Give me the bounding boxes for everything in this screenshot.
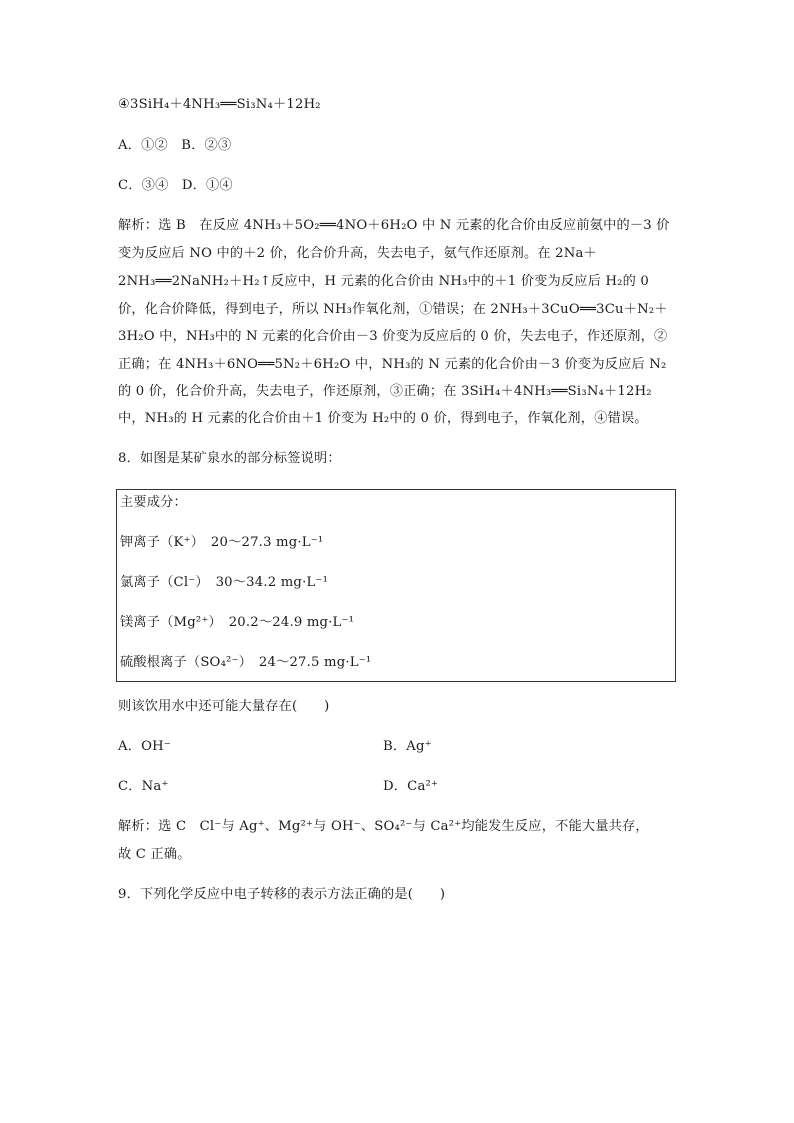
option-d: D．Ca²⁺ xyxy=(383,779,439,794)
analysis-line: 价，化合价降低，得到电子，所以 NH₃作氧化剂，①错误；在 2NH₃＋3CuO══3Cu＋N₂＋ xyxy=(118,302,668,317)
option-a: A．OH⁻ xyxy=(118,739,171,754)
analysis-line: 正确；在 4NH₃＋6NO══5N₂＋6H₂O 中，NH₃的 N 元素的化合价由－3 价变为反应后 N₂ xyxy=(118,357,667,372)
analysis-line: 的 0 价，化合价升高，失去电子，作还原剂，③正确；在 3SiH₄＋4NH₃══Si₃N₄＋12H₂ xyxy=(118,384,652,399)
analysis-line: 中，NH₃的 H 元素的化合价由＋1 价变为 H₂中的 0 价，得到电子，作氧化剂，④错误。 xyxy=(118,411,648,426)
analysis-line: 变为反应后 NO 中的＋2 价，化合价升高，失去电子，氨气作还原剂。在 2Na＋ xyxy=(118,246,597,261)
label-row-chloride: 氯离子（Cl⁻） 30～34.2 mg·L⁻¹ xyxy=(120,575,329,590)
question-9-stem: 9．下列化学反应中电子转移的表示方法正确的是( ) xyxy=(118,887,446,902)
label-heading: 主要成分： xyxy=(120,495,187,510)
analysis-line: 3H₂O 中，NH₃中的 N 元素的化合价由－3 价变为反应后的 0 价，失去电子，作还原剂，② xyxy=(118,329,668,344)
label-row-potassium: 钾离子（K⁺） 20～27.3 mg·L⁻¹ xyxy=(120,535,324,550)
analysis-line: 故 C 正确。 xyxy=(118,847,191,862)
question-8-prompt: 则该饮用水中还可能大量存在( ) xyxy=(118,699,330,714)
options-ab: A．①② B．②③ xyxy=(118,138,232,153)
question-8-stem: 8．如图是某矿泉水的部分标签说明： xyxy=(118,451,341,466)
analysis-line: 解析：选 B 在反应 4NH₃＋5O₂══4NO＋6H₂O 中 N 元素的化合价由反应前氨中的－3 价 xyxy=(118,218,670,233)
equation-4: ④3SiH₄＋4NH₃══Si₃N₄＋12H₂ xyxy=(118,97,321,112)
label-row-magnesium: 镁离子（Mg²⁺） 20.2～24.9 mg·L⁻¹ xyxy=(120,615,355,630)
analysis-line: 2NH₃══2NaNH₂＋H₂↑反应中，H 元素的化合价由 NH₃中的＋1 价变为反应后 H₂的 0 xyxy=(118,274,650,289)
options-cd: C．③④ D．①④ xyxy=(118,178,233,193)
mineral-water-label-box xyxy=(116,489,676,682)
label-row-sulfate: 硫酸根离子（SO₄²⁻） 24～27.5 mg·L⁻¹ xyxy=(120,655,372,670)
option-b: B．Ag⁺ xyxy=(383,739,432,754)
analysis-line: 解析：选 C Cl⁻与 Ag⁺、Mg²⁺与 OH⁻、SO₄²⁻与 Ca²⁺均能发生反应，不能大量共存， xyxy=(118,819,649,834)
option-c: C．Na⁺ xyxy=(118,779,169,794)
